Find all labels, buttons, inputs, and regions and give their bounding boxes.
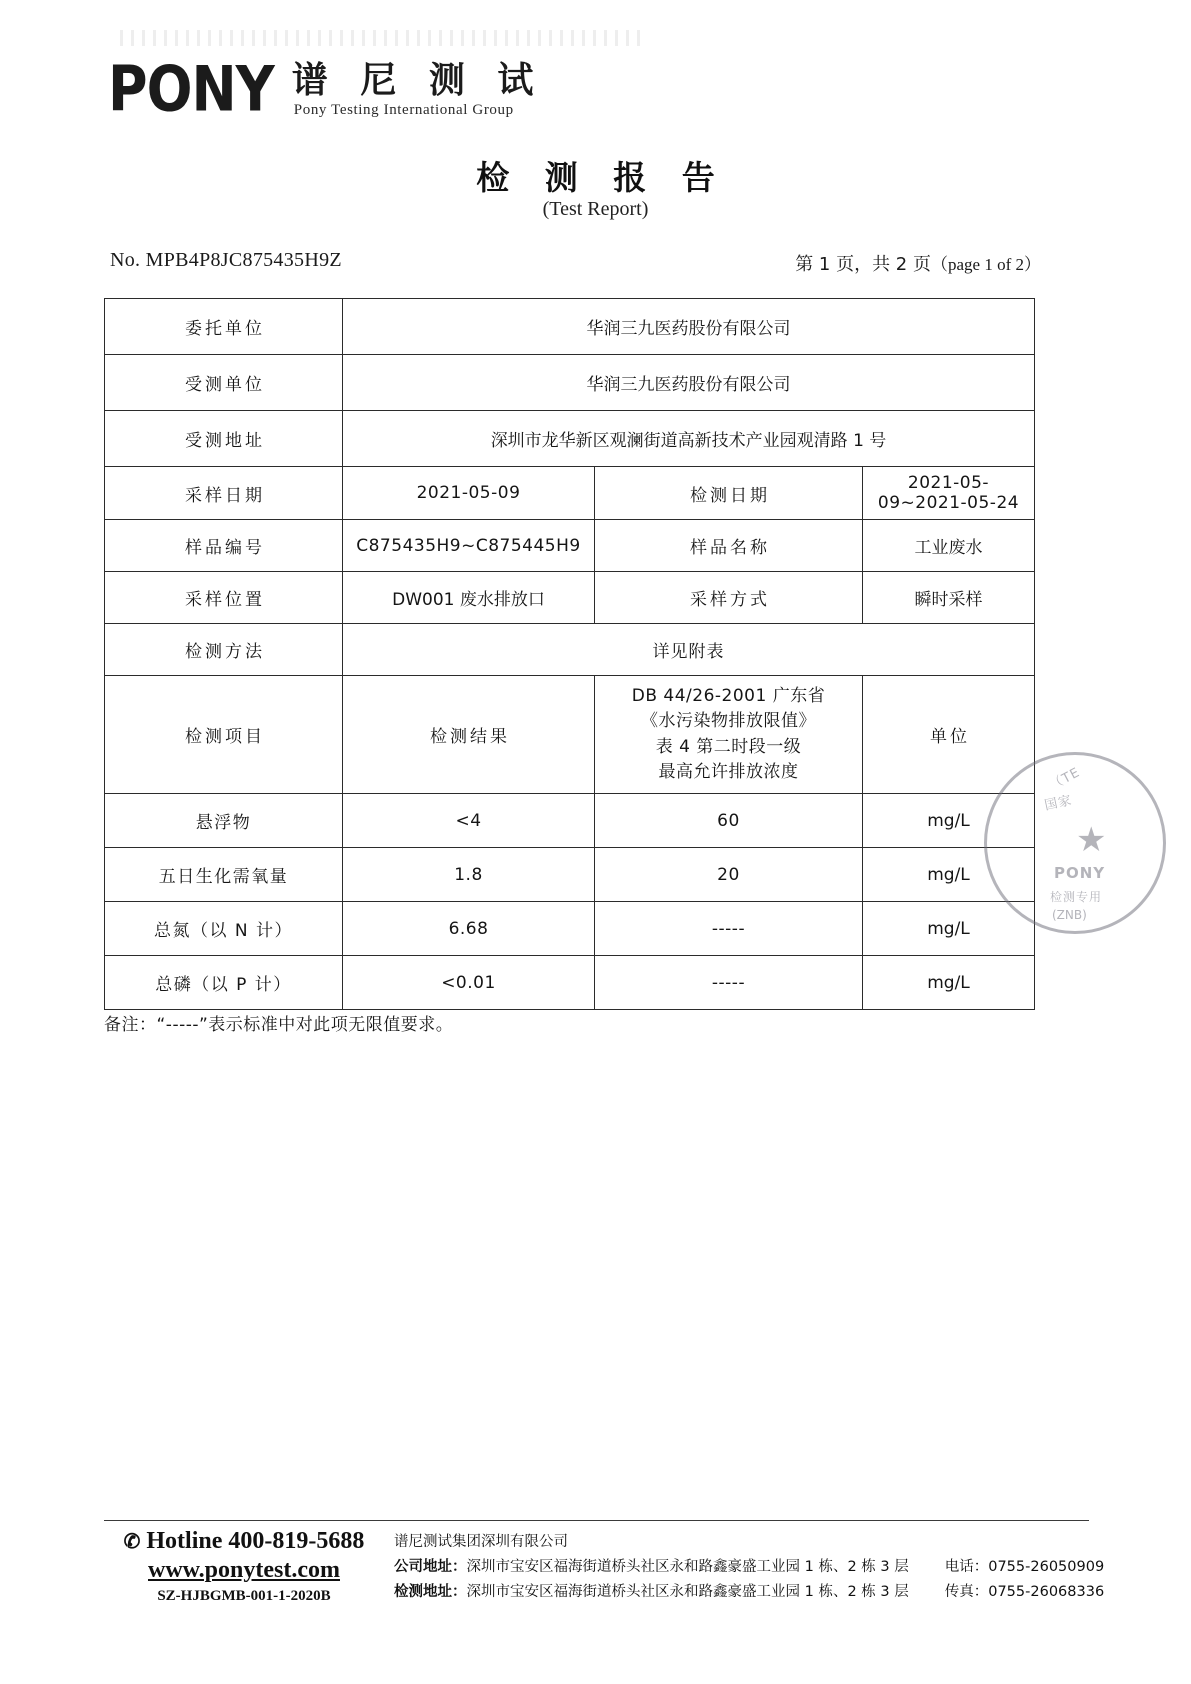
document-code: SZ-HJBGMB-001-1-2020B xyxy=(157,1588,331,1604)
footer-divider xyxy=(104,1520,1089,1521)
table-row-tested-unit xyxy=(105,355,1035,411)
result-item-name: 总氮（以 N 计） xyxy=(105,902,343,956)
footer-office-value: 深圳市宝安区福海街道桥头社区永和路鑫豪盛工业园 1 栋、2 栋 3 层 xyxy=(466,1558,909,1575)
star-icon: ★ xyxy=(1076,822,1107,859)
pony-logo-text: PONY xyxy=(108,52,274,126)
footer-tel-value: 0755-26050909 xyxy=(988,1558,1105,1575)
stamp-text-bottom1: 检测专用 xyxy=(1050,890,1103,904)
test-date-value: 2021-05-09~2021-05-24 xyxy=(863,467,1035,520)
brand-name-en: Pony Testing International Group xyxy=(293,101,514,118)
client-label: 委托单位 xyxy=(105,299,343,355)
brand-chinese-block xyxy=(292,62,544,121)
brand-name-cn: 谱 尼 测 试 xyxy=(291,60,544,101)
result-item-value: <4 xyxy=(343,794,595,848)
footer-lab-address xyxy=(394,1580,1105,1605)
footer-fax-label: 传真： xyxy=(944,1583,989,1600)
result-item-name: 总磷（以 P 计） xyxy=(105,956,343,1010)
col-header-result: 检测结果 xyxy=(343,676,595,794)
col-header-item: 检测项目 xyxy=(105,676,343,794)
result-item-name: 悬浮物 xyxy=(105,794,343,848)
footer-contact-block xyxy=(104,1528,384,1605)
table-row xyxy=(105,848,1035,902)
test-method-label: 检测方法 xyxy=(105,624,343,676)
sample-name-label: 样品名称 xyxy=(595,520,863,572)
website-link[interactable]: www.ponytest.com xyxy=(148,1557,340,1583)
result-item-name: 五日生化需氧量 xyxy=(105,848,343,902)
result-item-standard: 20 xyxy=(595,848,863,902)
sampling-point-value: DW001 废水排放口 xyxy=(343,572,595,624)
page-indicator xyxy=(795,250,1041,276)
result-item-unit: mg/L xyxy=(863,956,1035,1010)
standard-line-2: 《水污染物排放限值》 xyxy=(641,711,816,731)
footer-company-name: 谱尼测试集团深圳有限公司 xyxy=(394,1534,568,1550)
sampling-point-label: 采样位置 xyxy=(105,572,343,624)
test-date-label: 检测日期 xyxy=(595,467,863,520)
address-label: 受测地址 xyxy=(105,411,343,467)
table-row-client xyxy=(105,299,1035,355)
page-indicator-cn: 第 1 页，共 2 页 xyxy=(795,254,931,275)
table-note: 备注：“-----”表示标准中对此项无限值要求。 xyxy=(104,1015,454,1035)
standard-line-1: DB 44/26-2001 广东省 xyxy=(631,685,826,706)
standard-line-4: 最高允许排放浓度 xyxy=(658,762,799,782)
result-item-standard: ----- xyxy=(595,902,863,956)
table-row xyxy=(105,956,1035,1010)
hotline-line xyxy=(104,1528,384,1555)
stamp-text-top: （TE xyxy=(1047,765,1083,794)
table-row-address xyxy=(105,411,1035,467)
sampling-date-label: 采样日期 xyxy=(105,467,343,520)
table-row xyxy=(105,902,1035,956)
phone-icon: ✆ xyxy=(123,1531,141,1553)
result-item-unit: mg/L xyxy=(863,794,1035,848)
footer-fax-value: 0755-26068336 xyxy=(988,1583,1105,1600)
standard-line-3: 表 4 第二时段一级 xyxy=(655,736,802,757)
sampling-method-value: 瞬时采样 xyxy=(863,572,1035,624)
scan-artifact xyxy=(120,30,640,46)
sample-name-value: 工业废水 xyxy=(863,520,1035,572)
col-header-unit: 单位 xyxy=(863,676,1035,794)
footer-office-address xyxy=(394,1555,1105,1580)
footer-office-label: 公司地址： xyxy=(394,1558,467,1575)
col-header-standard xyxy=(595,676,863,794)
table-row-sample xyxy=(105,520,1035,572)
stamp-text-top2: 国家 xyxy=(1043,793,1074,814)
result-item-value: 1.8 xyxy=(343,848,595,902)
table-row-sampling xyxy=(105,572,1035,624)
footer-lab-label: 检测地址： xyxy=(394,1583,467,1600)
sampling-method-label: 采样方式 xyxy=(595,572,863,624)
tested-unit-value: 华润三九医药股份有限公司 xyxy=(343,355,1035,411)
client-value: 华润三九医药股份有限公司 xyxy=(343,299,1035,355)
brand-header xyxy=(108,52,544,126)
sample-no-value: C875435H9~C875445H9 xyxy=(343,520,595,572)
page-title-en: (Test Report) xyxy=(542,198,649,220)
footer-tel-label: 电话： xyxy=(944,1558,989,1575)
result-item-standard: 60 xyxy=(595,794,863,848)
sampling-date-value: 2021-05-09 xyxy=(343,467,595,520)
table-row xyxy=(105,794,1035,848)
page-indicator-en: （page 1 of 2） xyxy=(930,255,1041,274)
table-row-test-method xyxy=(105,624,1035,676)
result-item-unit: mg/L xyxy=(863,848,1035,902)
report-number: No. MPB4P8JC875435H9Z xyxy=(110,249,342,271)
page-title-cn: 检 测 报 告 xyxy=(476,158,727,197)
table-row-dates xyxy=(105,467,1035,520)
result-item-value: <0.01 xyxy=(343,956,595,1010)
sample-no-label: 样品编号 xyxy=(105,520,343,572)
official-stamp xyxy=(1042,752,1160,937)
test-method-value: 详见附表 xyxy=(343,624,1035,676)
footer-address-block xyxy=(394,1530,1105,1605)
results-header-row xyxy=(105,676,1035,794)
address-value: 深圳市龙华新区观澜街道高新技术产业园观清路 1 号 xyxy=(343,411,1035,467)
stamp-text-bottom2: (ZNB) xyxy=(1052,908,1087,922)
stamp-brand: PONY xyxy=(1054,864,1106,882)
tested-unit-label: 受测单位 xyxy=(105,355,343,411)
hotline-text: Hotline 400-819-5688 xyxy=(146,1528,365,1554)
result-item-standard: ----- xyxy=(595,956,863,1010)
result-item-unit: mg/L xyxy=(863,902,1035,956)
report-table xyxy=(104,298,1035,1010)
result-item-value: 6.68 xyxy=(343,902,595,956)
footer-lab-value: 深圳市宝安区福海街道桥头社区永和路鑫豪盛工业园 1 栋、2 栋 3 层 xyxy=(466,1583,909,1600)
